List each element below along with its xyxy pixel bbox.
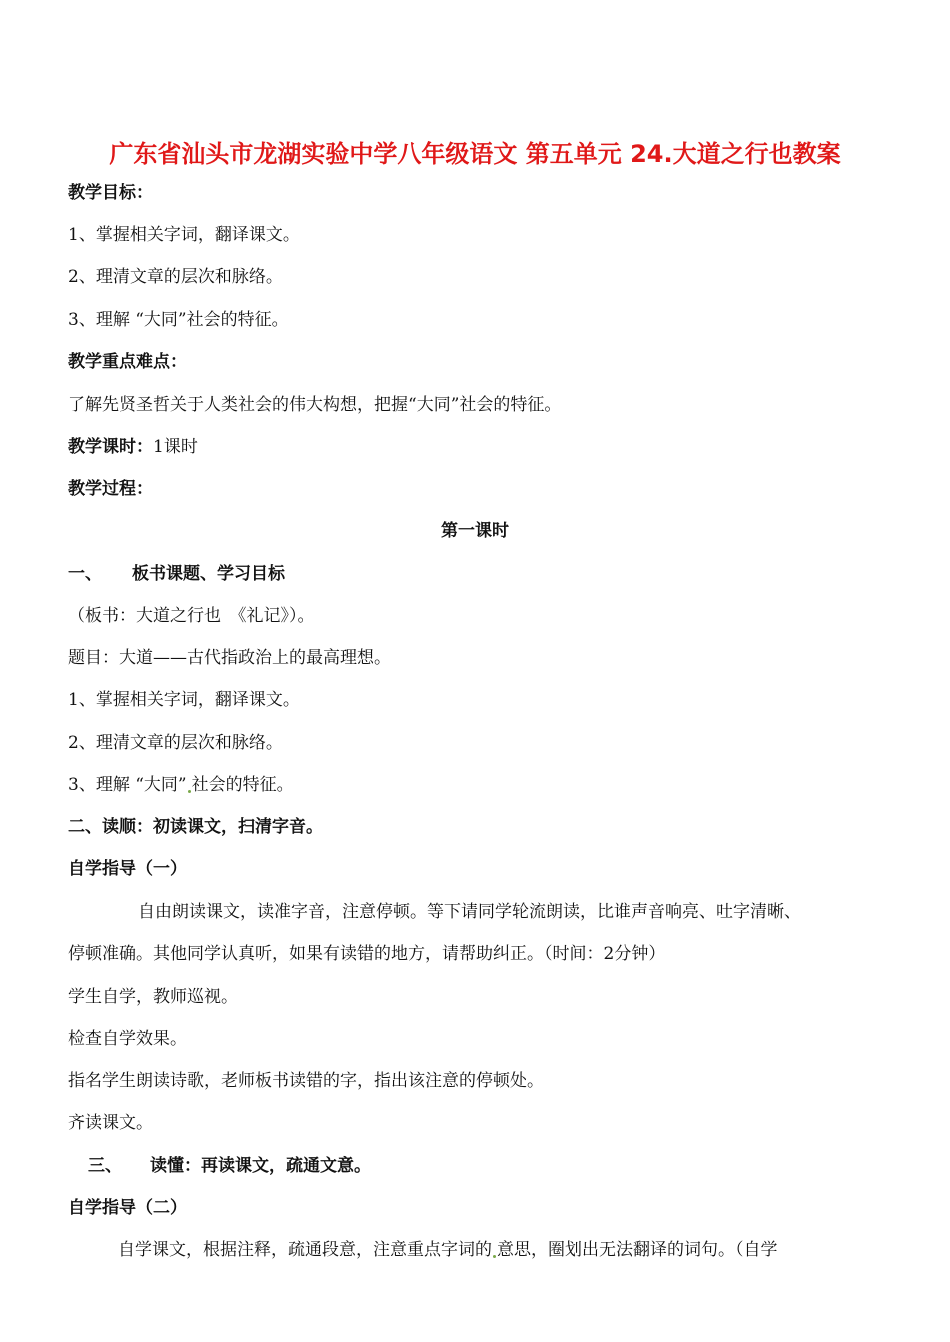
key-points-heading: 教学重点难点： <box>68 352 187 372</box>
objectives-heading: 教学目标： <box>68 183 153 203</box>
topic-note: 题目：大道——古代指政治上的最高理想。 <box>68 648 391 668</box>
goal-item <box>68 773 294 797</box>
section1-number: 一、 <box>68 564 102 584</box>
goal-item: 2、理清文章的层次和脉络。 <box>68 733 283 753</box>
mark-dot <box>188 790 191 793</box>
objective-item: 2、理清文章的层次和脉络。 <box>68 267 283 287</box>
section3-heading <box>88 1154 371 1178</box>
goal3-part1: 3、理解 “大同” <box>68 775 187 795</box>
goal3-part2: 社会的特征。 <box>191 775 294 795</box>
guide2-part1: 自学课文，根据注释，疏通段意，注意重点字词的 <box>118 1240 492 1260</box>
step-item: 检查自学效果。 <box>68 1029 187 1049</box>
objective-item: 1、掌握相关字词，翻译课文。 <box>68 225 300 245</box>
guide1-paragraph-line: 自由朗读课文，读准字音，注意停顿。等下请同学轮流朗读，比谁声音响亮、吐字清晰、 <box>138 902 801 922</box>
step-item: 齐读课文。 <box>68 1113 153 1133</box>
document-title: 广东省汕头市龙湖实验中学八年级语文 第五单元 24.大道之行也教案 <box>109 140 841 168</box>
guide2-paragraph-line <box>118 1238 778 1262</box>
step-item: 指名学生朗读诗歌，老师板书读错的字，指出该注意的停顿处。 <box>68 1071 544 1091</box>
hours-line <box>68 435 198 459</box>
board-note: （板书：大道之行也 《礼记》）。 <box>68 606 315 626</box>
process-heading: 教学过程： <box>68 479 153 499</box>
mark-dot <box>493 1255 496 1258</box>
guide2-part2: 意思，圈划出无法翻译的词句。（自学 <box>497 1240 778 1260</box>
section3-number: 三、 <box>88 1156 122 1176</box>
step-item: 学生自学，教师巡视。 <box>68 987 238 1007</box>
guide2-heading: 自学指导（二） <box>68 1198 187 1218</box>
hours-heading: 教学课时： <box>68 437 153 457</box>
hours-value: 1课时 <box>153 437 198 457</box>
section2-heading: 二、读顺：初读课文，扫清字音。 <box>68 817 323 837</box>
objective-item: 3、理解 “大同”社会的特征。 <box>68 310 289 330</box>
lesson-heading: 第一课时 <box>441 521 509 541</box>
goal-item: 1、掌握相关字词，翻译课文。 <box>68 690 300 710</box>
section3-title: 读懂：再读课文，疏通文意。 <box>150 1156 371 1176</box>
guide1-paragraph-line: 停顿准确。其他同学认真听，如果有读错的地方，请帮助纠正。（时间：2分钟） <box>68 944 666 964</box>
section1-title: 板书课题、学习目标 <box>132 564 285 584</box>
section1-heading <box>68 562 285 586</box>
guide1-heading: 自学指导（一） <box>68 859 187 879</box>
key-points-text: 了解先贤圣哲关于人类社会的伟大构想，把握“大同”社会的特征。 <box>68 395 562 415</box>
